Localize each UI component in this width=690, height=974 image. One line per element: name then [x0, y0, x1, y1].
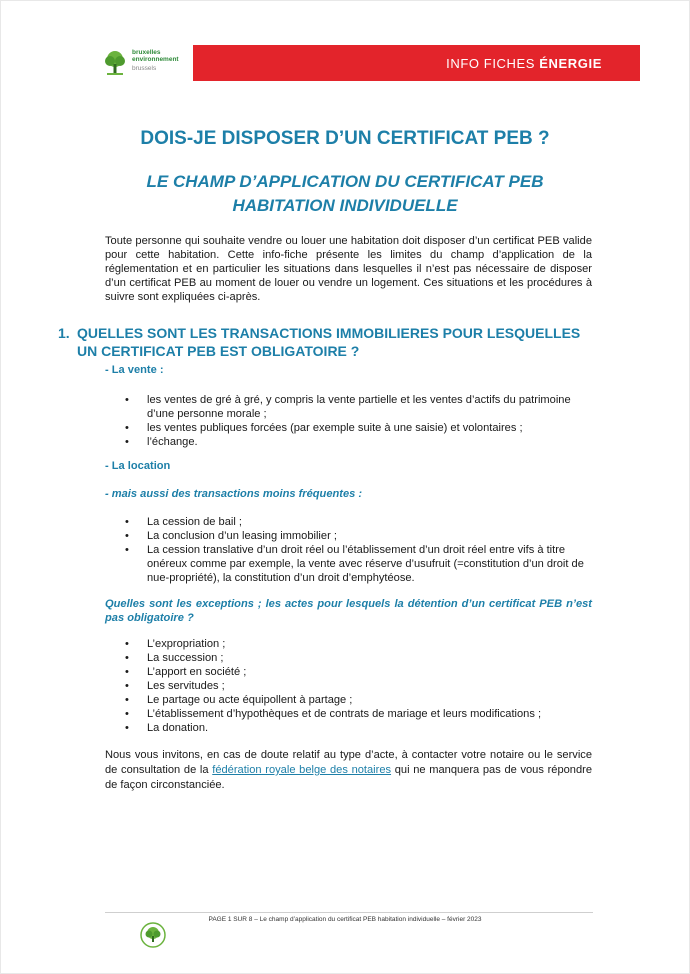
- section-number: 1.: [58, 325, 70, 341]
- brand-logo[interactable]: [99, 45, 193, 81]
- logo-line-1: bruxelles: [132, 49, 161, 56]
- tree-icon: [104, 50, 126, 76]
- intro-paragraph: Toute personne qui souhaite vendre ou louer une habitation doit disposer d’un certificat PEB valide pour cette habitation. Cette info-fiche présente les limites du champ d’application de la réglementation et en particulier les situations dans lesquelles il n’est pas nécessaire de disposer d’un certificat PEB au moment de louer ou vendre un logement. Ces situations et les procédures à suivre sont expliquées ci-après.: [105, 235, 592, 303]
- list-item: [125, 393, 592, 421]
- vente-heading: - La vente :: [105, 364, 164, 376]
- closing-paragraph: [105, 748, 592, 793]
- list-item-text: L’apport en société ;: [147, 666, 247, 678]
- list-item: [125, 637, 592, 651]
- list-item-text: Le partage ou acte équipollent à partage ;: [147, 694, 353, 706]
- header-banner: [193, 45, 640, 81]
- exceptions-heading: Quelles sont les exceptions ; les actes pour lesquels la détention d’un certificat PEB n’est pas obligatoire ?: [105, 598, 592, 624]
- list-item-text: Les servitudes ;: [147, 680, 225, 692]
- location-heading: - La location: [105, 460, 171, 472]
- list-item: [125, 721, 592, 735]
- footer-divider: [105, 912, 593, 913]
- bullet-icon: •: [125, 680, 129, 692]
- bullet-icon: •: [125, 530, 129, 542]
- list-item-text: La cession de bail ;: [147, 516, 242, 528]
- vente-list: [125, 393, 592, 449]
- bullet-icon: •: [125, 708, 129, 720]
- section-title: QUELLES SONT LES TRANSACTIONS IMMOBILIERES POUR LESQUELLES UN CERTIFICAT PEB EST OBLIGATOIRE ?: [77, 325, 581, 359]
- bullet-icon: •: [125, 422, 129, 434]
- list-item-text: les ventes publiques forcées (par exemple suite à une saisie) et volontaires ;: [147, 422, 523, 434]
- header: [99, 45, 640, 81]
- list-item: [125, 515, 592, 529]
- list-item: [125, 543, 592, 585]
- bullet-icon: •: [125, 652, 129, 664]
- list-item-text: La cession translative d’un droit réel ou l’établissement d’un droit réel entre vifs à titre onéreux comme par exemple, la vente avec réserve d’usufruit (=constitution d’un droit de nue-propriété), la constitution d’un droit d’emphytéose.: [147, 544, 584, 584]
- closing-text-before: Nous vous invitons, en cas de doute relatif au type d’acte, à contacter votre notaire ou le service de consultation de la: [105, 749, 592, 776]
- list-item: [125, 693, 592, 707]
- closing-text-after: qui ne manquera pas de vous répondre de façon circonstanciée.: [105, 764, 592, 791]
- list-item-text: La conclusion d’un leasing immobilier ;: [147, 530, 337, 542]
- bullet-icon: •: [125, 516, 129, 528]
- page-title: DOIS-JE DISPOSER D’UN CERTIFICAT PEB ?: [140, 128, 550, 149]
- list-item: [125, 707, 592, 721]
- rare-transactions-list: [125, 515, 592, 585]
- list-item-text: La succession ;: [147, 652, 224, 664]
- list-item-text: l’échange.: [147, 436, 198, 448]
- exceptions-list: [125, 637, 592, 735]
- bullet-icon: •: [125, 722, 129, 734]
- page-subtitle: [110, 170, 580, 218]
- rare-transactions-heading: - mais aussi des transactions moins fréquentes :: [105, 488, 363, 500]
- subtitle-line-2: HABITATION INDIVIDUELLE: [232, 196, 458, 215]
- subtitle-line-1: LE CHAMP D’APPLICATION DU CERTIFICAT PEB: [146, 172, 544, 191]
- bullet-icon: •: [125, 436, 129, 448]
- banner-title: [446, 56, 602, 71]
- bullet-icon: •: [125, 666, 129, 678]
- list-item-text: La donation.: [147, 722, 209, 734]
- list-item: [125, 529, 592, 543]
- list-item: [125, 651, 592, 665]
- list-item-text: les ventes de gré à gré, y compris la vente partielle et les ventes d’actifs du patrimoine d’une personne morale ;: [147, 394, 571, 420]
- notaires-federation-link[interactable]: fédération royale belge des notaires: [212, 764, 392, 776]
- list-item: [125, 665, 592, 679]
- list-item-text: L’expropriation ;: [147, 638, 226, 650]
- logo-wordmark: [132, 49, 179, 72]
- list-item: [125, 679, 592, 693]
- logo-line-3: brussels: [132, 65, 157, 72]
- footer-tree-icon: [140, 922, 166, 948]
- bullet-icon: •: [125, 694, 129, 706]
- banner-prefix: INFO FICHES: [446, 56, 540, 71]
- bullet-icon: •: [125, 394, 129, 406]
- banner-emphasis: ÉNERGIE: [539, 56, 602, 71]
- footer-page-info: PAGE 1 SUR 8 – Le champ d’application du certificat PEB habitation individuelle – février 2023: [208, 916, 482, 923]
- list-item: [125, 435, 592, 449]
- list-item: [125, 421, 592, 435]
- logo-line-2: environnement: [132, 56, 179, 63]
- list-item-text: L’établissement d’hypothèques et de contrats de mariage et leurs modifications ;: [147, 708, 542, 720]
- bullet-icon: •: [125, 638, 129, 650]
- bullet-icon: •: [125, 544, 129, 556]
